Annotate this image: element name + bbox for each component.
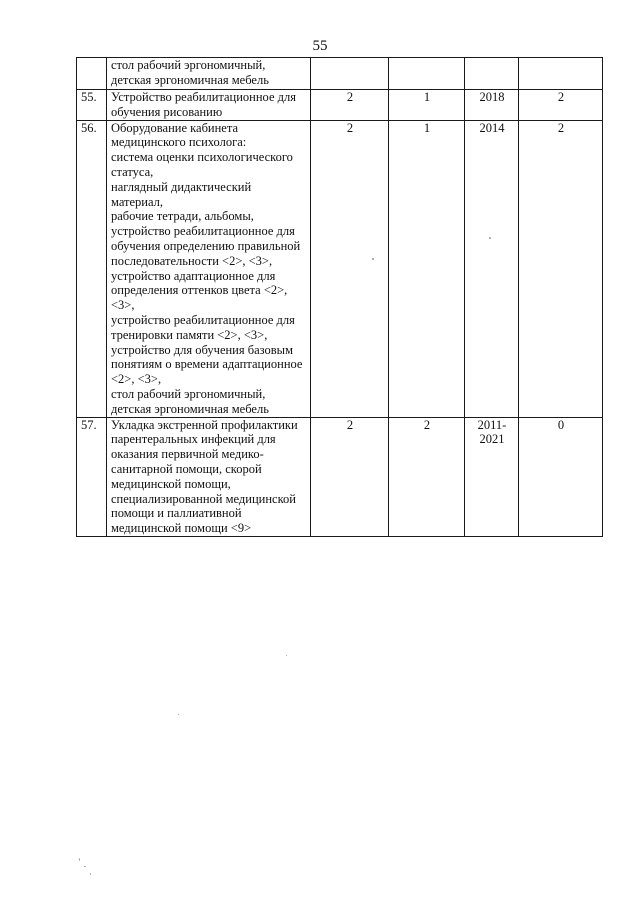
qty-required-cell: 2 — [311, 90, 389, 121]
item-name-line: устройство реабилитационное для — [111, 224, 295, 239]
qty-required-cell — [311, 58, 389, 90]
item-name-line: Устройство реабилитационное для — [111, 90, 296, 104]
scan-speck — [90, 873, 91, 875]
qty-actual-cell: 1 — [389, 90, 465, 121]
year-line: 2011- — [477, 417, 507, 432]
item-name-line: медицинской помощи <9> — [111, 521, 252, 536]
item-name-line: материал, — [111, 194, 164, 209]
item-name-line: устройство для обучения базовым — [111, 342, 293, 357]
scan-speck — [489, 237, 491, 239]
item-name-line: тренировки памяти <2>, <3>, — [111, 327, 268, 342]
item-name-cell — [107, 90, 311, 121]
item-name-line: стол рабочий эргономичный, — [111, 58, 266, 72]
item-name-line: медицинского психолога: — [111, 135, 247, 150]
year-cell — [465, 417, 519, 536]
item-name-line: определения оттенков цвета <2>, — [111, 283, 288, 298]
qty-actual-cell: 2 — [389, 417, 465, 536]
scan-speck — [79, 858, 80, 861]
year-line: 2021 — [479, 432, 505, 447]
row-number-cell — [77, 58, 107, 90]
item-name-line: наглядный дидактический — [111, 179, 252, 194]
qty-actual-cell: 1 — [389, 120, 465, 417]
qty-replace-cell: 2 — [519, 120, 603, 417]
item-name-line: детская эргономичная мебель — [111, 401, 269, 416]
year-cell — [465, 90, 519, 121]
item-name-line: обучения рисованию — [111, 104, 223, 119]
item-name-line: последовательности <2>, <3>, — [111, 253, 273, 268]
item-name-cell — [107, 417, 311, 536]
qty-required-cell: 2 — [311, 120, 389, 417]
page-number: 55 — [312, 38, 328, 54]
table-row — [77, 417, 603, 536]
equipment-table — [76, 57, 603, 537]
item-name-line: обучения определению правильной — [111, 238, 301, 253]
year-cell — [465, 58, 519, 90]
item-name-line: <2>, <3>, — [111, 372, 162, 387]
item-name-line: стол рабочий эргономичный, — [111, 386, 266, 401]
item-name-line: детская эргономичная мебель — [111, 72, 269, 87]
qty-replace-cell: 2 — [519, 90, 603, 121]
year-line: 2014 — [479, 120, 505, 135]
table-row — [77, 58, 603, 90]
qty-replace-cell — [519, 58, 603, 90]
item-name-line: парентеральных инфекций для — [111, 432, 276, 447]
item-name-line: помощи и паллиативной — [111, 506, 242, 521]
item-name-line: специализированной медицинской — [111, 491, 296, 506]
item-name-line: <3>, — [111, 298, 135, 313]
item-name-line: устройство реабилитационное для — [111, 312, 295, 327]
item-name-line: статуса, — [111, 164, 154, 179]
qty-actual-cell — [389, 58, 465, 90]
scan-speck — [372, 258, 374, 260]
table-row — [77, 120, 603, 417]
item-name-line: система оценки психологического — [111, 150, 293, 165]
table-row — [77, 90, 603, 121]
scan-speck — [286, 655, 287, 656]
qty-required-cell: 2 — [311, 417, 389, 536]
row-number-cell: 56. — [77, 120, 107, 417]
item-name-line: медицинской помощи, — [111, 476, 231, 491]
item-name-line: понятиям о времени адаптационное — [111, 357, 303, 372]
item-name-cell — [107, 120, 311, 417]
scan-speck — [84, 866, 86, 867]
qty-replace-cell: 0 — [519, 417, 603, 536]
year-cell — [465, 120, 519, 417]
row-number-cell: 57. — [77, 417, 107, 536]
scan-speck — [178, 714, 179, 715]
item-name-line: Оборудование кабинета — [111, 120, 239, 135]
row-number-cell: 55. — [77, 90, 107, 121]
item-name-cell — [107, 58, 311, 90]
equipment-table-body — [77, 58, 603, 537]
year-line: 2018 — [479, 90, 505, 104]
item-name-line: Укладка экстренной профилактики — [111, 417, 298, 432]
item-name-line: устройство адаптационное для — [111, 268, 276, 283]
item-name-line: рабочие тетради, альбомы, — [111, 209, 254, 224]
item-name-line: оказания первичной медико- — [111, 447, 264, 462]
item-name-line: санитарной помощи, скорой — [111, 461, 262, 476]
